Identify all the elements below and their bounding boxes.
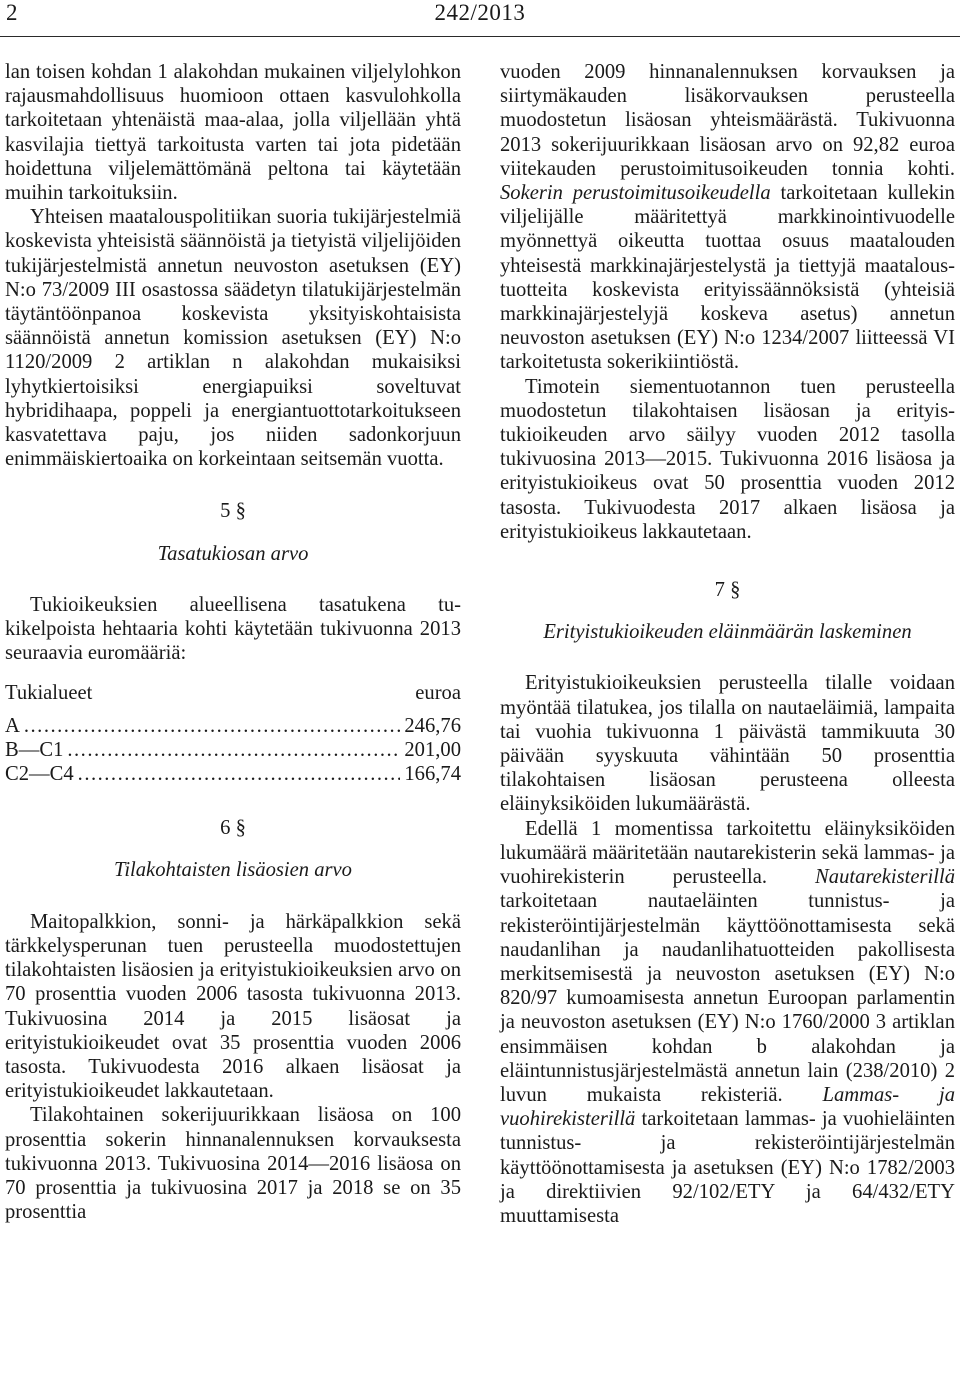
section-number: 5 § — [220, 500, 246, 523]
text-run: tarkoitetaan nautaeläinten tunnistus- ja rekisteröintijärjestelmän käyttöönottamisesta sekä naudanlihan ja naudanlihatuotteiden pakollisesta merkitsemisestä ja neuvoston asetuksen (EY) N:o 820/97 kumoamisesta annetun Euroopan parlamentin ja neuvoston asetuksen (EY) N:o 1760/2000 3 artiklan ensimmäisen kohdan b alakohdan ja eläintunnistusjärjestelmästä annetun lain (238/2010) 2 luvun mukaista rekisteriä. — [500, 890, 955, 1106]
text-run: vuoden 2009 hinnanalennuksen korvauksen ja siirtymäkauden lisäkorvauksen perusteella muodostetun lisäosan yhteismäärästä. Tukivuonna 2013 sokerijuurikkaan lisäosan arvo on 92,82 euroa viitekauden perustoimitusoikeuden tonnia kohti. — [500, 61, 955, 180]
paragraph — [500, 60, 955, 375]
paragraph: lan toisen kohdan 1 alakohdan mukainen viljelylohkon rajausmahdollisuus huomioon ottaen kasvulohkolla tarkoitetaan yhtenäistä maa-alaa, jolla viljellään yhtä kasvilajia tiettyä tarkoitusta varten tai jota pidetään hoidettuna viljelemättömänä peltona tai käytetään muihin tarkoituksiin. — [5, 61, 461, 205]
page-header — [0, 0, 960, 34]
leader-dots — [24, 714, 400, 738]
area-value: 246,76 — [404, 714, 461, 737]
paragraph — [500, 817, 955, 1228]
area-label: B—C1 — [5, 738, 64, 761]
leader-dots — [67, 738, 400, 762]
column-header: euroa — [415, 682, 461, 705]
section-number: 7 § — [714, 579, 741, 602]
area-value: 201,00 — [404, 738, 461, 761]
paragraph: Tilakohtainen sokerijuurikkaan lisäosa on 100 prosenttia sokerin hinnanalennuksen korvauksesta tukivuonna 2013. Tukivuosina 2014—2016 lisäosa on 70 prosenttia ja tukivuosina 2017 ja 2018 se on 35 prosenttia — [5, 1104, 461, 1224]
header-rule — [0, 36, 960, 37]
rate-table — [5, 681, 461, 786]
text-run: tarkoitetaan lammas- ja vuohieläinten tunnistus- ja rekisteröintijärjestelmän käyttöönottamisesta ja asetuksen (EY) N:o 1782/2003 ja direktiivien 92/102/ETY ja 64/432/ETY muuttamisesta — [500, 1108, 955, 1227]
table-row — [5, 762, 461, 786]
table-row — [5, 714, 461, 738]
section-title: Tasatukiosan arvo — [157, 542, 309, 565]
paragraph: Tukioikeuksien alueellisena tasatukena tukikelpoista hehtaaria kohti käytetään tukivuonna 2013 seuraavia euromääriä: — [5, 593, 461, 665]
paragraph: Erityistukioikeuksien perusteella tilalle voidaan myöntää tilatukea, jos tilalla on nautaeläimiä, lampaita tai vuohia tukivuonna 1 päivästä tammikuuta 30 päivään syyskuuta vähintään 50 prosenttia tilakohtaisen lisäosan perusteena olleesta eläinyksiköiden lukumäärästä. — [500, 672, 955, 816]
text-run: Edellä 1 momentissa tarkoitettu eläinyksiköiden lukumäärä määritetään nautarekisterin sekä lammas- ja vuohirekisterin perusteella. — [500, 817, 955, 889]
section-number: 6 § — [220, 817, 246, 840]
section-title: Erityistukioikeuden eläinmäärän laskeminen — [543, 621, 912, 644]
text-run: tarkoitetaan kullekin viljelijälle määritettyä markkinointivuodelle myönnettyä oikeutta tuottaa osuus maatalouden yhteisestä markkinajärjestelystä ja tiettyjä maataloustuotteita koskevista erityissäännöksistä (yhteisiä markkinajärjestelyjä koskeva asetus) annetun neuvoston asetuksen (EY) N:o 1234/2007 liitteessä VI tarkoitetusta sokerikiintiöstä. — [500, 182, 955, 374]
defined-term: Nautarekisterillä — [815, 866, 955, 889]
document-id: 242/2013 — [434, 0, 526, 25]
leader-dots — [78, 762, 401, 786]
table-row — [5, 738, 461, 762]
paragraph: Yhteisen maatalouspolitiikan suoria tukijärjestelmiä koskevista yhteisistä säännöistä ja tietyistä viljelijöiden tukijärjestelmistä annetun neuvoston asetuksen (EY) N:o 73/2009 III osastossa säädetyn tilatukijärjestelmän täytäntöönpanoa koskevista yksityiskohtaisista säännöistä annetun komission asetuksen (EY) N:o 1120/2009 2 artiklan n alakohdan mukaisiksi lyhytkiertoisiksi energiapuiksi soveltuvat hybridihaapa, poppeli ja energiantuottotarkoitukseen kasvatettava paju, jos niiden sadonkorjuun enimmäiskiertoaika on korkeintaan seitsemän vuotta. — [5, 206, 461, 471]
area-value: 166,74 — [404, 763, 461, 786]
area-label: A — [5, 714, 20, 737]
paragraph: Timotein siementuotannon tuen perusteella muodostetun tilakohtaisen lisäosan ja erityistukioikeuden arvo säilyy vuoden 2012 tasolla tukivuosina 2013—2015. Tukivuonna 2016 lisäosa ja erityistukioikeus ovat 50 prosenttia vuoden 2012 tasosta. Tukivuodesta 2017 alkaen lisäosa ja erityistukioikeus lakkautetaan. — [500, 375, 955, 543]
right-column — [500, 60, 955, 1228]
area-label: C2—C4 — [5, 763, 74, 786]
defined-term: Lammas- ja vuohirekisterillä — [500, 1083, 955, 1131]
section-title: Tilakohtaisten lisäosien arvo — [114, 859, 352, 882]
paragraph: Maitopalkkion, sonni- ja härkäpalkkion sekä tärkkelysperunan tuen perusteella muodostettujen tilakohtaisten lisäosien ja erityistukioikeuksien arvo on 70 prosenttia vuoden 2006 tasosta tukivuonna 2013. Tukivuosina 2014 ja 2015 lisäosat ja erityistukioikeudet ovat 35 prosenttia vuoden 2006 tasosta. Tukivuodesta 2016 alkaen lisäosat ja erityistukioikeudet lakkautetaan. — [5, 910, 461, 1103]
left-column — [5, 60, 461, 1224]
page-number: 2 — [6, 0, 18, 25]
table-header — [5, 681, 461, 705]
column-header: Tukialueet — [5, 682, 93, 705]
defined-term: Sokerin perustoimitusoikeudella — [500, 182, 771, 205]
